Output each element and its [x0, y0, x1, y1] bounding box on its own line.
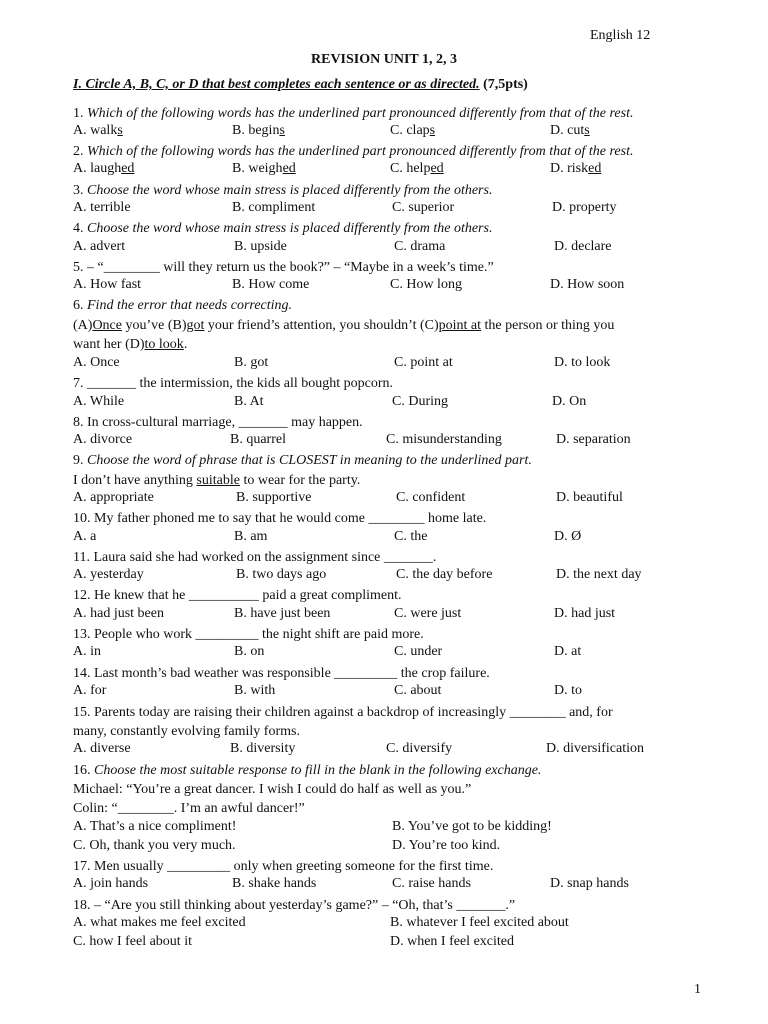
option-b[interactable]: B. got [234, 355, 269, 370]
option-d[interactable]: D. cuts [550, 123, 590, 138]
question-number: 2. [73, 144, 84, 159]
option-c[interactable]: C. under [394, 644, 443, 659]
question-10-options [0, 529, 768, 548]
option-d[interactable]: D. How soon [550, 277, 625, 292]
option-a[interactable]: A. diverse [73, 741, 131, 756]
option-a[interactable]: A. had just been [73, 606, 164, 621]
question-13: 13. People who work _________ the night shift are paid more. [73, 627, 424, 642]
option-a[interactable]: A. How fast [73, 277, 142, 292]
question-11-options [0, 567, 768, 586]
option-d[interactable]: D. diversification [546, 741, 644, 756]
question-6 [73, 296, 292, 315]
question-text: Which of the following words has the underlined part pronounced differently from that of the rest. [87, 106, 634, 121]
dialogue-line-michael: Michael: “You’re a great dancer. I wish I could do half as well as you.” [73, 782, 472, 797]
question-16-options-row-2 [0, 838, 768, 857]
question-1-options [0, 123, 768, 142]
question-6-sentence-line-2: want her (D)to look. [73, 337, 188, 352]
question-12-options [0, 606, 768, 625]
option-c[interactable]: C. were just [394, 606, 462, 621]
option-c[interactable]: C. diversify [386, 741, 453, 756]
option-a[interactable]: A. appropriate [73, 490, 154, 505]
question-15-options [0, 741, 768, 760]
option-d[interactable]: D. Ø [554, 529, 582, 544]
question-16-options-row-1 [0, 819, 768, 838]
question-8-options [0, 432, 768, 451]
option-d[interactable]: D. at [554, 644, 582, 659]
section-points: (7,5pts) [483, 77, 528, 92]
option-b[interactable]: B. How come [232, 277, 310, 292]
option-a[interactable]: A. join hands [73, 876, 149, 891]
question-9 [73, 451, 532, 470]
question-7-options [0, 394, 768, 413]
question-number: 1. [73, 106, 84, 121]
question-10: 10. My father phoned me to say that he would come ________ home late. [73, 511, 487, 526]
option-c[interactable]: C. Oh, thank you very much. [73, 838, 236, 853]
option-d[interactable]: D. On [552, 394, 587, 409]
option-b[interactable]: B. supportive [236, 490, 312, 505]
option-c[interactable]: C. confident [396, 490, 466, 505]
question-6-options [0, 355, 768, 374]
dialogue-line-colin: Colin: “________. I’m an awful dancer!” [73, 801, 305, 816]
question-15-continued: many, constantly evolving family forms. [73, 724, 300, 739]
option-c[interactable]: C. helped [390, 161, 444, 176]
underlined-word: suitable [196, 473, 240, 488]
question-15: 15. Parents today are raising their children against a backdrop of increasingly ________ and, for [73, 705, 613, 720]
question-18-options-row-1 [0, 915, 768, 934]
option-b[interactable]: B. am [234, 529, 268, 544]
option-c[interactable]: C. During [392, 394, 448, 409]
question-text: Find the error that needs correcting. [87, 298, 293, 313]
page-number: 1 [694, 982, 701, 997]
option-d[interactable]: D. had just [554, 606, 616, 621]
question-11: 11. Laura said she had worked on the assignment since _______. [73, 550, 437, 565]
question-16 [73, 761, 541, 780]
option-b[interactable]: B. shake hands [232, 876, 317, 891]
option-b[interactable]: B. begins [232, 123, 285, 138]
question-text: Choose the word whose main stress is placed differently from the others. [87, 183, 493, 198]
option-c[interactable]: C. How long [390, 277, 462, 292]
question-5: 5. – “________ will they return us the book?” – “Maybe in a week’s time.” [73, 260, 494, 275]
underlined-part-c: point at [438, 318, 482, 333]
option-d[interactable]: D. the next day [556, 567, 642, 582]
section-heading [73, 77, 528, 93]
option-b[interactable]: B. weighed [232, 161, 296, 176]
question-8: 8. In cross-cultural marriage, _______ may happen. [73, 415, 363, 430]
question-14: 14. Last month’s bad weather was responsible _________ the crop failure. [73, 666, 490, 681]
option-d[interactable]: D. beautiful [556, 490, 623, 505]
option-b[interactable]: B. whatever I feel excited about [390, 915, 569, 930]
option-a[interactable]: A. That’s a nice compliment! [73, 819, 237, 834]
question-7: 7. _______ the intermission, the kids all bought popcorn. [73, 376, 394, 391]
page-title: REVISION UNIT 1, 2, 3 [311, 52, 457, 67]
question-9-options [0, 490, 768, 509]
underlined-part-a: Once [92, 318, 122, 333]
question-text: Choose the word of phrase that is CLOSEST in meaning to the underlined part. [87, 453, 532, 468]
question-6-sentence-line-1: (A)Once you’ve (B)got your friend’s attention, you shouldn’t (C)point at the person or thing you [73, 318, 615, 333]
option-a[interactable]: A. laughed [73, 161, 135, 176]
underlined-part-b: got [186, 318, 205, 333]
option-a[interactable]: A. a [73, 529, 97, 544]
question-14-options [0, 683, 768, 702]
option-b[interactable]: B. At [234, 394, 264, 409]
question-text: Which of the following words has the underlined part pronounced differently from that of the rest. [87, 144, 634, 159]
option-a[interactable]: A. advert [73, 239, 126, 254]
option-d[interactable]: D. You’re too kind. [392, 838, 501, 853]
option-c[interactable]: C. claps [390, 123, 436, 138]
question-number: 3. [73, 183, 84, 198]
question-4 [73, 219, 492, 238]
option-c[interactable]: C. about [394, 683, 442, 698]
option-b[interactable]: B. have just been [234, 606, 331, 621]
option-a[interactable]: A. While [73, 394, 125, 409]
question-5-options [0, 277, 768, 296]
option-d[interactable]: D. declare [554, 239, 612, 254]
question-number: 9. [73, 453, 84, 468]
option-c[interactable]: C. drama [394, 239, 446, 254]
option-a[interactable]: A. for [73, 683, 107, 698]
option-c[interactable]: C. raise hands [392, 876, 471, 891]
option-b[interactable]: B. with [234, 683, 276, 698]
question-2-options [0, 161, 768, 180]
option-b[interactable]: B. quarrel [230, 432, 286, 447]
option-d[interactable]: D. when I feel excited [390, 934, 514, 949]
question-3 [73, 181, 492, 200]
option-d[interactable]: D. to [554, 683, 582, 698]
question-17-options [0, 876, 768, 895]
question-text: Choose the word whose main stress is placed differently from the others. [87, 221, 493, 236]
question-number: 6. [73, 298, 84, 313]
section-instruction: I. Circle A, B, C, or D that best completes each sentence or as directed. [73, 77, 480, 92]
option-c[interactable]: C. misunderstanding [386, 432, 502, 447]
option-d[interactable]: D. separation [556, 432, 631, 447]
subject-label: English 12 [590, 28, 651, 43]
question-18-options-row-2 [0, 934, 768, 953]
option-a[interactable]: A. Once [73, 355, 120, 370]
option-c[interactable]: C. the [394, 529, 428, 544]
question-12: 12. He knew that he __________ paid a great compliment. [73, 588, 402, 603]
question-1 [73, 104, 633, 123]
question-17: 17. Men usually _________ only when greeting someone for the first time. [73, 859, 494, 874]
option-b[interactable]: B. two days ago [236, 567, 327, 582]
question-13-options [0, 644, 768, 663]
underlined-part-d: to look [144, 337, 184, 352]
option-c[interactable]: C. point at [394, 355, 453, 370]
option-a[interactable]: A. terrible [73, 200, 131, 215]
option-c[interactable]: C. the day before [396, 567, 493, 582]
option-c[interactable]: C. superior [392, 200, 455, 215]
option-a[interactable]: A. yesterday [73, 567, 144, 582]
option-b[interactable]: B. diversity [230, 741, 296, 756]
option-d[interactable]: D. property [552, 200, 617, 215]
option-b[interactable]: B. upside [234, 239, 287, 254]
option-d[interactable]: D. snap hands [550, 876, 629, 891]
option-a[interactable]: A. what makes me feel excited [73, 915, 246, 930]
option-b[interactable]: B. compliment [232, 200, 316, 215]
option-a[interactable]: A. in [73, 644, 101, 659]
question-9-sentence: I don’t have anything suitable to wear for the party. [73, 473, 361, 488]
question-18: 18. – “Are you still thinking about yesterday’s game?” – “Oh, that’s _______.” [73, 898, 516, 913]
question-text: Choose the most suitable response to fill in the blank in the following exchange. [94, 763, 542, 778]
option-d[interactable]: D. risked [550, 161, 602, 176]
question-3-options [0, 200, 768, 219]
question-number: 4. [73, 221, 84, 236]
option-b[interactable]: B. You’ve got to be kidding! [392, 819, 552, 834]
question-4-options [0, 239, 768, 258]
question-number: 16. [73, 763, 91, 778]
option-a[interactable]: A. divorce [73, 432, 133, 447]
question-2 [73, 142, 633, 161]
option-c[interactable]: C. how I feel about it [73, 934, 192, 949]
option-b[interactable]: B. on [234, 644, 265, 659]
option-d[interactable]: D. to look [554, 355, 611, 370]
option-a[interactable]: A. walks [73, 123, 123, 138]
